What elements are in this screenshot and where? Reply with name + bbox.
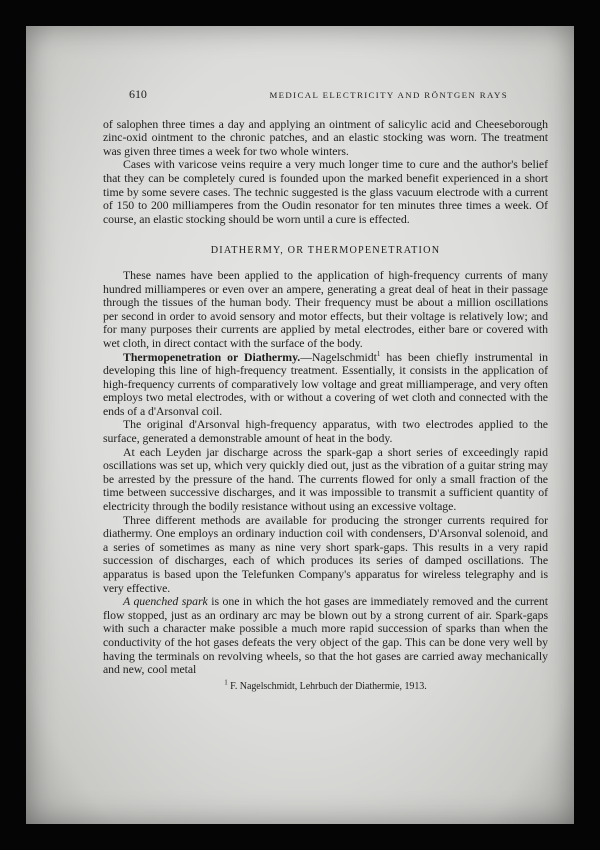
footnote-mark: 1 [224, 678, 228, 687]
italic-term: A quenched spark [123, 594, 208, 609]
author-name: —Nagelschmidt [300, 349, 377, 364]
paragraph-diathermy-intro: These names have been applied to the application of high-frequency currents of many hundred milliamperes or even over an ampere, generating a great deal of heat in their passage through the tissues of the human body. Their frequency must be about a million oscillations per second in order to avoid sensory and motor effects, but their voltage is relatively low; and for many purposes their currents are applied by metal electrodes, either bare or covered with wet cloth, in direct contact with the surface of the body. [103, 267, 548, 350]
section-heading: DIATHERMY, OR THERMOPENETRATION [210, 245, 441, 257]
paragraph-original-apparatus: The original d'Arsonval high-frequency apparatus, with two electrodes applied to the surface, generated a demonstrable amount of heat in the body. [103, 417, 548, 446]
paragraph-continuation: of salophen three times a day and applying an ointment of salicylic acid and Cheeseborough zinc-oxid ointment to the chronic patches, and an elastic stocking was worn. The treatment was given three times a week for two whole winters. [103, 116, 548, 158]
paragraph-body: has been chiefly instrumental in developing this line of high-frequency treatment. Essentially, it consists in the application of high-frequency currents of comparatively low voltage and great milliamperage, and very often employs two metal electrodes, with or without a covering of wet cloth and connected with the ends of a d'Arsonval coil. [103, 349, 548, 418]
paragraph-three-methods: Three different methods are available for producing the stronger currents required for diathermy. One employs an ordinary induction coil with condensers, D'Arsonval solenoid, and a series of sometimes as many as nine very short spark-gaps. This results in a very rapid succession of discharges, each of which produces its series of damped oscillations. The apparatus is based upon the Telefunken Company's apparatus for wireless telegraphy and is very effective. [103, 512, 548, 595]
paragraph-lead-heading: Thermopenetration or Diathermy. [123, 349, 301, 364]
book-page [26, 26, 574, 824]
running-title: MEDICAL ELECTRICITY AND RÖNTGEN RAYS [269, 90, 508, 100]
page-text [103, 88, 548, 693]
paragraph-leyden-jar: At each Leyden jar discharge across the spark-gap a short series of exceedingly rapid oscillations was set up, which very quickly died out, just as the vibration of a guitar string may be arrested by the pressure of the hand. The currents flowed for only a small fraction of the time between successive discharges, and it was impossible to transmit a sufficient quantity of electricity through the bodily resistance without using an excessive voltage. [103, 444, 548, 514]
paragraph-thermopenetration [103, 351, 548, 419]
footnote-text: F. Nagelschmidt, Lehrbuch der Diathermie, 1913. [227, 680, 427, 692]
page-number: 610 [129, 87, 147, 101]
paragraph-varicose-veins: Cases with varicose veins require a very much longer time to cure and the author's belief that they can be completely cured is founded upon the marked benefit experienced in a short time by some severe cases. The technic suggested is the glass vacuum electrode with a current of 150 to 200 milliamperes from the Oudin resonator for ten minutes three times a week. Of course, an elastic stocking should be worn until a cure is effected. [103, 157, 548, 226]
paragraph-body: is one in which the hot gases are immediately removed and the current flow stopped, just as an ordinary arc may be blown out by a strong current of air. Spark-gaps with such a character make possible a much more rapid succession of sparks than when the conductivity of the hot gases defeats the very object of the gap. This can be done very well by having the terminals on revolving wheels, so that the hot gases are carried away mechanically and new, cool metal [103, 594, 548, 677]
running-head [103, 88, 548, 103]
footnote-reference: 1 [376, 349, 381, 358]
footnote [103, 680, 548, 694]
paragraph-quenched-spark [103, 595, 548, 677]
